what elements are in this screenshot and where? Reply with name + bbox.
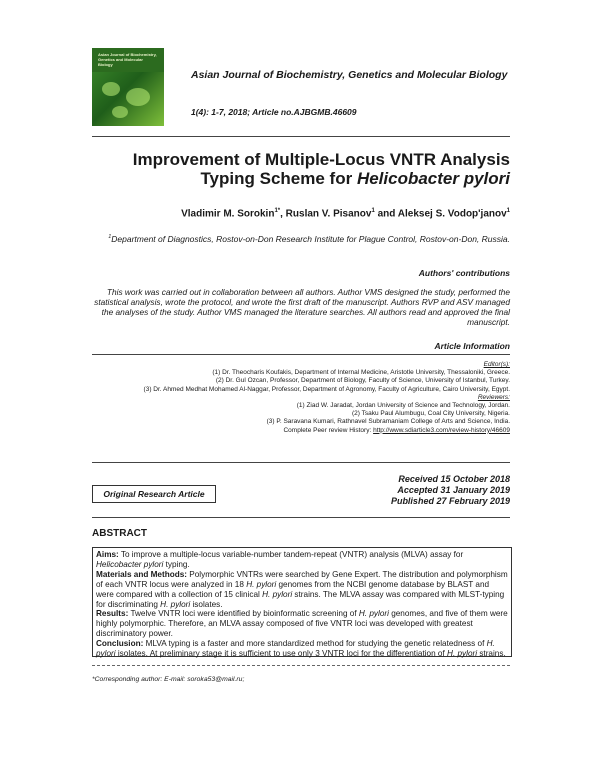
reviewer-entry: (1) Ziad W. Jaradat, Jordan University of Science and Technology, Jordan. xyxy=(296,402,510,410)
abstract-conclusion xyxy=(96,639,508,659)
review-history-link[interactable]: http://www.sdiarticle3.com/review-history/46609 xyxy=(373,426,510,434)
article-type-box: Original Research Article xyxy=(92,485,216,503)
conclusion-text: MLVA typing is a faster and more standardized method for studying the genetic relatedness of xyxy=(143,639,487,649)
aims-text: typing. xyxy=(163,559,190,569)
cover-title: Asian Journal of Biochemistry, Genetics and Molecular Biology xyxy=(98,52,157,67)
results-label: Results: xyxy=(96,609,129,619)
abstract-aims xyxy=(96,550,508,570)
methods-label: Materials and Methods: xyxy=(96,569,187,579)
article-info-block xyxy=(92,361,510,435)
species-name: Helicobacter pylori xyxy=(96,559,164,569)
conclusion-label: Conclusion: xyxy=(96,639,144,649)
article-info-heading: Article Information xyxy=(434,341,510,351)
methods-text: isolates. xyxy=(190,599,223,609)
species-name: H. pylori xyxy=(262,589,293,599)
conclusion-text: isolates. At preliminary stage it is sufficient to use only 3 VNTR loci for the differentiation of xyxy=(115,649,448,659)
conclusion-text: strains. xyxy=(477,649,506,659)
author-name: Aleksej S. Vodop'janov xyxy=(397,208,507,220)
corresponding-author: *Corresponding author: E-mail: soroka53@mail.ru; xyxy=(92,676,245,683)
article-info-divider xyxy=(92,354,510,355)
contributions-text: This work was carried out in collaboration between all authors. Author VMS designed the study, performed the statistical analysis, wrote the protocol, and wrote the first draft of the manuscript. Authors RVP and ASV managed the analyses of the study. Author VMS managed the literature searches. All authors read and approved the final manuscript. xyxy=(94,287,510,327)
methods-text: genomes from the NCBI genome database by BLAST and were compared with a collection of 15 clinical xyxy=(96,579,490,599)
cover-graphic xyxy=(112,106,128,118)
editor-entry: (1) Dr. Theocharis Koufakis, Department of Internal Medicine, Aristotle University, Thessaloniki, Greece. xyxy=(212,369,510,377)
author-list xyxy=(92,208,510,219)
title-line-1: Improvement of Multiple-Locus VNTR Analysis xyxy=(132,150,510,169)
publication-dates xyxy=(330,474,510,507)
title-line-2 xyxy=(92,169,510,188)
title-line-2-text: Typing Scheme for xyxy=(200,169,357,188)
reviewers-label: Reviewers: xyxy=(477,393,510,401)
article-title xyxy=(92,150,510,188)
editor-entry: (3) Dr. Ahmed Medhat Mohamed Al-Naggar, Professor, Department of Agronomy, Faculty of Agriculture, Cairo University, Egypt. xyxy=(143,385,510,393)
methods-text: strains. The MLVA assay was compared with MLST-typing for discriminating xyxy=(96,589,505,609)
header-divider xyxy=(92,136,510,137)
author-separator: , xyxy=(280,208,286,220)
author-name: Ruslan V. Pisanov xyxy=(285,208,372,220)
published-date: Published 27 February 2019 xyxy=(390,496,510,506)
review-history xyxy=(92,427,510,435)
reviewer-entry: (3) P. Saravana Kumari, Rathnavel Subramaniam College of Arts and Science, India. xyxy=(266,418,510,426)
affiliation-text: Department of Diagnostics, Rostov-on-Don Research Institute for Plague Control, Rostov-on-Don, Russia. xyxy=(111,233,510,244)
editors-label: Editor(s): xyxy=(483,361,510,368)
species-name: H. pylori xyxy=(447,649,478,659)
cover-graphic xyxy=(102,82,120,96)
review-history-label: Complete Peer review History: xyxy=(283,426,374,434)
title-species: Helicobacter pylori xyxy=(356,169,510,188)
abstract-results xyxy=(96,609,508,639)
aims-text: To improve a multiple-locus variable-number tandem-repeat (VNTR) analysis (MLVA) assay for xyxy=(118,550,464,559)
reviewer-entry: (2) Tsaku Paul Alumbugu, Coal City University, Nigeria. xyxy=(352,410,510,418)
author-superscript: 1 xyxy=(506,208,510,214)
species-name: H. pylori xyxy=(160,599,191,609)
species-name: H. pylori xyxy=(358,609,389,619)
author-superscript: 1* xyxy=(274,208,281,214)
results-text: genomes, and five of them were highly polymorphic. Therefore, an MLVA assay composed of five VNTR loci was developed with greatest discriminatory power. xyxy=(96,609,508,639)
editor-entry: (2) Dr. Gul Ozcan, Professor, Department of Biology, Faculty of Science, University of Istanbul, Turkey. xyxy=(215,377,510,385)
methods-text: Polymorphic VNTRs were searched by Gene Expert. The distribution and polymorphism of each VNTR locus were analyzed in 18 xyxy=(96,569,508,589)
journal-cover-image xyxy=(92,48,164,126)
author-name: Vladimir M. Sorokin xyxy=(181,208,275,220)
abstract-box xyxy=(92,547,512,657)
affiliation xyxy=(92,232,510,245)
abstract-divider xyxy=(92,517,510,518)
affiliation-superscript: 1 xyxy=(108,234,112,240)
aims-label: Aims: xyxy=(96,550,119,559)
abstract-methods xyxy=(96,570,508,610)
dates-divider xyxy=(92,462,510,463)
cover-graphic xyxy=(126,88,150,106)
footnote-divider xyxy=(92,665,510,666)
author-separator: and xyxy=(374,208,398,220)
abstract-heading: ABSTRACT xyxy=(92,528,147,539)
issue-info: 1(4): 1-7, 2018; Article no.AJBGMB.46609 xyxy=(191,107,357,117)
journal-name: Asian Journal of Biochemistry, Genetics and Molecular Biology xyxy=(191,69,508,81)
contributions-heading: Authors' contributions xyxy=(418,268,510,278)
species-name: H. pylori xyxy=(246,579,277,589)
author-superscript: 1 xyxy=(371,208,375,214)
species-name: H. pylori xyxy=(96,639,495,659)
results-text: Twelve VNTR loci were identified by bioinformatic screening of xyxy=(128,609,359,619)
received-date: Received 15 October 2018 xyxy=(398,474,510,484)
accepted-date: Accepted 31 January 2019 xyxy=(397,485,510,495)
